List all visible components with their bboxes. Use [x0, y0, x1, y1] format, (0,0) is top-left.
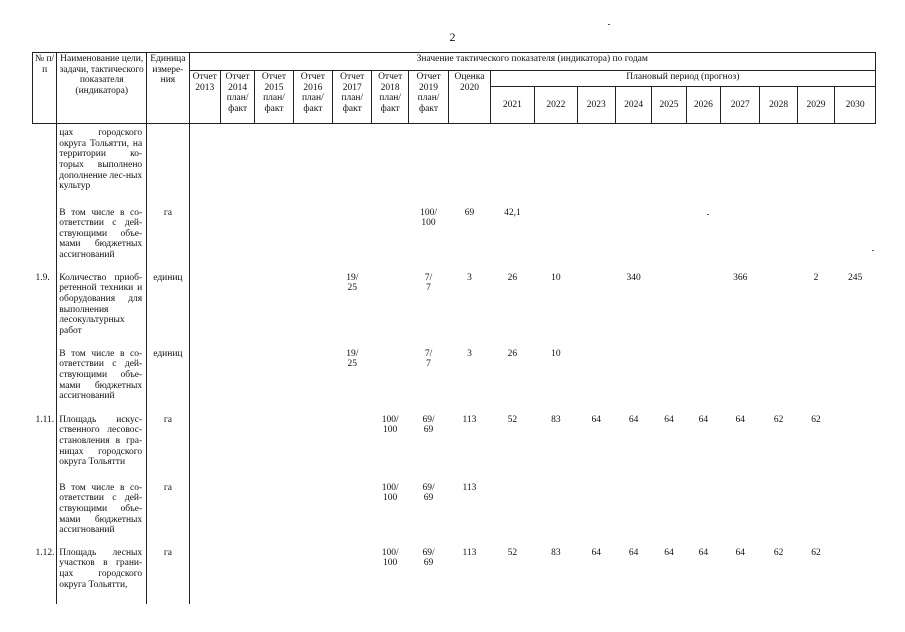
row-indicator-name: цах городского округа Тольятти, на территории ко-торых выполнено дополнение лес-ных культур — [57, 124, 147, 204]
row-unit — [147, 124, 189, 204]
row-value-cell: 113 — [462, 482, 477, 493]
row-value-cell — [835, 479, 876, 544]
row-value-cell — [686, 269, 720, 345]
row-unit: единиц — [147, 345, 189, 411]
row-value-cell — [255, 479, 293, 544]
row-value-cell: 113 — [462, 547, 477, 558]
row-value-cell — [255, 345, 293, 411]
row-value-cell — [372, 269, 408, 345]
row-value-cell: 64 — [628, 414, 639, 425]
row-value-cell — [760, 204, 797, 269]
row-value-cell — [535, 204, 577, 269]
row-value-cell: 3 — [467, 272, 472, 283]
scan-speck — [707, 214, 709, 215]
row-value-cell — [255, 204, 293, 269]
row-value-cell — [333, 124, 372, 204]
row-value-cell — [189, 479, 220, 544]
row-value-cell — [835, 345, 876, 411]
row-value-cell — [255, 411, 293, 479]
row-indicator-name: Количество приоб-ретенной техники и оборудования для выполнения лесокультурных работ — [57, 269, 147, 345]
row-value-cell — [255, 269, 293, 345]
row-indicator-name: Площадь искус-ственного лесовос-становления в гра-ницах городского округа Тольятти — [57, 411, 147, 479]
row-value-cell — [255, 124, 293, 204]
header-year-2013: Отчет 2013 — [189, 71, 220, 124]
row-value-cell — [293, 411, 332, 479]
row-value-cell — [686, 479, 720, 544]
indicator-table — [32, 52, 876, 604]
row-value-cell: 62 — [811, 547, 821, 558]
header-plan-2025: 2025 — [652, 87, 686, 124]
header-plan-2029: 2029 — [797, 87, 834, 124]
row-value-cell — [293, 269, 332, 345]
row-value-cell: 366 — [733, 272, 748, 283]
row-value-cell: 64 — [698, 547, 709, 558]
table-header — [33, 53, 876, 124]
row-value-cell: 26 — [507, 272, 518, 283]
row-value-cell: 62 — [773, 547, 784, 558]
header-plan-2024: 2024 — [615, 87, 651, 124]
row-value-cell — [449, 124, 490, 204]
row-value-cell: 52 — [507, 414, 518, 425]
row-value-cell — [721, 124, 760, 204]
row-value-cell — [293, 345, 332, 411]
row-value-cell: 69/ 69 — [422, 414, 435, 436]
row-value-cell: 19/ 25 — [346, 272, 359, 294]
row-value-cell — [760, 124, 797, 204]
row-value-cell — [615, 479, 651, 544]
row-value-cell — [835, 204, 876, 269]
row-value-cell — [615, 204, 651, 269]
row-value-cell — [189, 204, 220, 269]
scan-speck — [608, 24, 610, 25]
row-value-cell — [220, 544, 254, 604]
row-value-cell — [760, 269, 797, 345]
row-value-cell — [797, 345, 834, 411]
row-value-cell — [220, 124, 254, 204]
row-value-cell — [535, 479, 577, 544]
header-year-2018: Отчет 2018 план/ факт — [372, 71, 408, 124]
header-col-name: Наименование цели, задачи, тактического показателя (индикатора) — [57, 53, 147, 124]
row-value-cell — [797, 479, 834, 544]
row-value-cell: 100/ 100 — [381, 482, 399, 504]
row-value-cell — [835, 544, 876, 604]
row-value-cell — [721, 345, 760, 411]
row-value-cell: 3 — [467, 348, 472, 359]
row-value-cell — [721, 204, 760, 269]
row-value-cell — [615, 345, 651, 411]
row-value-cell: 62 — [773, 414, 784, 425]
row-value-cell — [652, 269, 686, 345]
table-row — [33, 269, 876, 345]
table-body — [33, 124, 876, 604]
row-unit: га — [147, 479, 189, 544]
row-value-cell: 340 — [626, 272, 641, 283]
header-year-2017: Отчет 2017 план/ факт — [333, 71, 372, 124]
row-value-cell: 83 — [551, 414, 561, 425]
scan-speck — [872, 250, 874, 251]
row-value-cell — [577, 124, 615, 204]
row-value-cell — [293, 544, 332, 604]
row-value-cell — [652, 124, 686, 204]
row-value-cell — [333, 204, 372, 269]
table-row — [33, 479, 876, 544]
row-value-cell: 64 — [735, 547, 745, 558]
row-value-cell — [721, 479, 760, 544]
row-indicator-name: Площадь лесных участков в грани-цах городского округа Тольятти, — [57, 544, 147, 604]
row-value-cell: 26 — [507, 348, 518, 359]
table-row — [33, 345, 876, 411]
row-value-cell: 64 — [591, 547, 601, 558]
row-value-cell — [189, 411, 220, 479]
row-value-cell — [372, 345, 408, 411]
row-value-cell: 52 — [507, 547, 518, 558]
header-plan-2030: 2030 — [835, 87, 876, 124]
row-number — [33, 479, 57, 544]
row-value-cell — [220, 345, 254, 411]
row-value-cell — [577, 269, 615, 345]
row-value-cell — [189, 124, 220, 204]
row-value-cell — [760, 345, 797, 411]
row-value-cell — [835, 124, 876, 204]
row-unit: га — [147, 411, 189, 479]
row-value-cell — [577, 479, 615, 544]
row-value-cell: 19/ 25 — [346, 348, 359, 370]
row-unit: га — [147, 204, 189, 269]
header-year-2016: Отчет 2016 план/ факт — [293, 71, 332, 124]
row-value-cell — [255, 544, 293, 604]
table-row — [33, 204, 876, 269]
row-value-cell: 69/ 69 — [422, 482, 435, 504]
row-value-cell — [760, 479, 797, 544]
row-value-cell — [293, 479, 332, 544]
row-value-cell — [797, 204, 834, 269]
row-value-cell — [333, 411, 372, 479]
row-value-cell: 69 — [464, 207, 475, 218]
header-plan-2026: 2026 — [686, 87, 720, 124]
row-value-cell — [293, 204, 332, 269]
header-year-2019: Отчет 2019 план/ факт — [408, 71, 448, 124]
row-value-cell — [577, 345, 615, 411]
row-indicator-name: В том числе в со-ответствии с дей-ствующими объе-мами бюджетных ассигнований — [57, 479, 147, 544]
header-year-2015: Отчет 2015 план/ факт — [255, 71, 293, 124]
row-value-cell: 7/ 7 — [424, 272, 433, 294]
header-col-num: № п/п — [33, 53, 57, 124]
page-number: 2 — [449, 30, 456, 44]
row-value-cell: 62 — [811, 414, 821, 425]
row-value-cell — [220, 411, 254, 479]
header-plan-2021: 2021 — [490, 87, 534, 124]
row-value-cell — [652, 204, 686, 269]
row-unit: га — [147, 544, 189, 604]
row-indicator-name: В том числе в со-ответствии с дей-ствующими объе-мами бюджетных ассигнований — [57, 345, 147, 411]
row-value-cell — [577, 204, 615, 269]
row-value-cell: 83 — [551, 547, 561, 558]
header-plan-2022: 2022 — [535, 87, 577, 124]
row-value-cell: 64 — [698, 414, 709, 425]
header-group-title: Значение тактического показателя (индикатора) по годам — [189, 53, 875, 71]
row-number: 1.9. — [35, 272, 50, 283]
row-indicator-name: В том числе в со-ответствии с дей-ствующими объе-мами бюджетных ассигнований — [57, 204, 147, 269]
row-number — [33, 204, 57, 269]
row-value-cell: 64 — [591, 414, 601, 425]
row-value-cell — [490, 124, 534, 204]
row-value-cell — [686, 204, 720, 269]
row-number: 1.11. — [35, 414, 55, 425]
row-value-cell: 10 — [551, 272, 561, 283]
row-value-cell — [220, 479, 254, 544]
row-value-cell: 100/ 100 — [420, 207, 437, 229]
header-planned-title: Плановый период (прогноз) — [490, 71, 875, 87]
row-value-cell — [293, 124, 332, 204]
row-value-cell — [652, 345, 686, 411]
row-value-cell: 100/ 100 — [381, 547, 399, 569]
header-year-2014: Отчет 2014 план/ факт — [220, 71, 254, 124]
row-value-cell — [189, 269, 220, 345]
row-value-cell — [333, 479, 372, 544]
row-value-cell — [615, 124, 651, 204]
header-year-2020: Оценка 2020 — [449, 71, 490, 124]
row-value-cell: 100/ 100 — [381, 414, 399, 436]
header-plan-2028: 2028 — [760, 87, 797, 124]
row-number: 1.12. — [35, 547, 55, 558]
row-value-cell — [686, 345, 720, 411]
row-value-cell — [835, 411, 876, 479]
row-value-cell: 113 — [462, 414, 477, 425]
row-value-cell: 2 — [813, 272, 819, 283]
row-value-cell — [372, 124, 408, 204]
row-value-cell — [490, 479, 534, 544]
row-value-cell: 10 — [551, 348, 561, 359]
row-value-cell — [220, 204, 254, 269]
row-number — [33, 124, 57, 204]
row-value-cell — [372, 204, 408, 269]
row-number — [33, 345, 57, 411]
row-value-cell — [535, 124, 577, 204]
row-value-cell: 7/ 7 — [424, 348, 433, 370]
table-row — [33, 124, 876, 204]
row-value-cell: 245 — [847, 272, 863, 283]
row-value-cell — [686, 124, 720, 204]
row-value-cell — [797, 124, 834, 204]
table-row — [33, 544, 876, 604]
row-unit: единиц — [147, 269, 189, 345]
row-value-cell: 64 — [664, 547, 674, 558]
row-value-cell — [189, 544, 220, 604]
row-value-cell — [189, 345, 220, 411]
row-value-cell: 64 — [664, 414, 674, 425]
row-value-cell — [652, 479, 686, 544]
row-value-cell: 69/ 69 — [422, 547, 435, 569]
row-value-cell: 64 — [628, 547, 639, 558]
row-value-cell: 42,1 — [504, 207, 521, 218]
header-col-unit: Единица измере-ния — [147, 53, 189, 124]
header-plan-2027: 2027 — [721, 87, 760, 124]
row-value-cell — [220, 269, 254, 345]
row-value-cell — [333, 544, 372, 604]
row-value-cell — [408, 124, 448, 204]
table-row — [33, 411, 876, 479]
row-value-cell: 64 — [735, 414, 745, 425]
header-plan-2023: 2023 — [577, 87, 615, 124]
